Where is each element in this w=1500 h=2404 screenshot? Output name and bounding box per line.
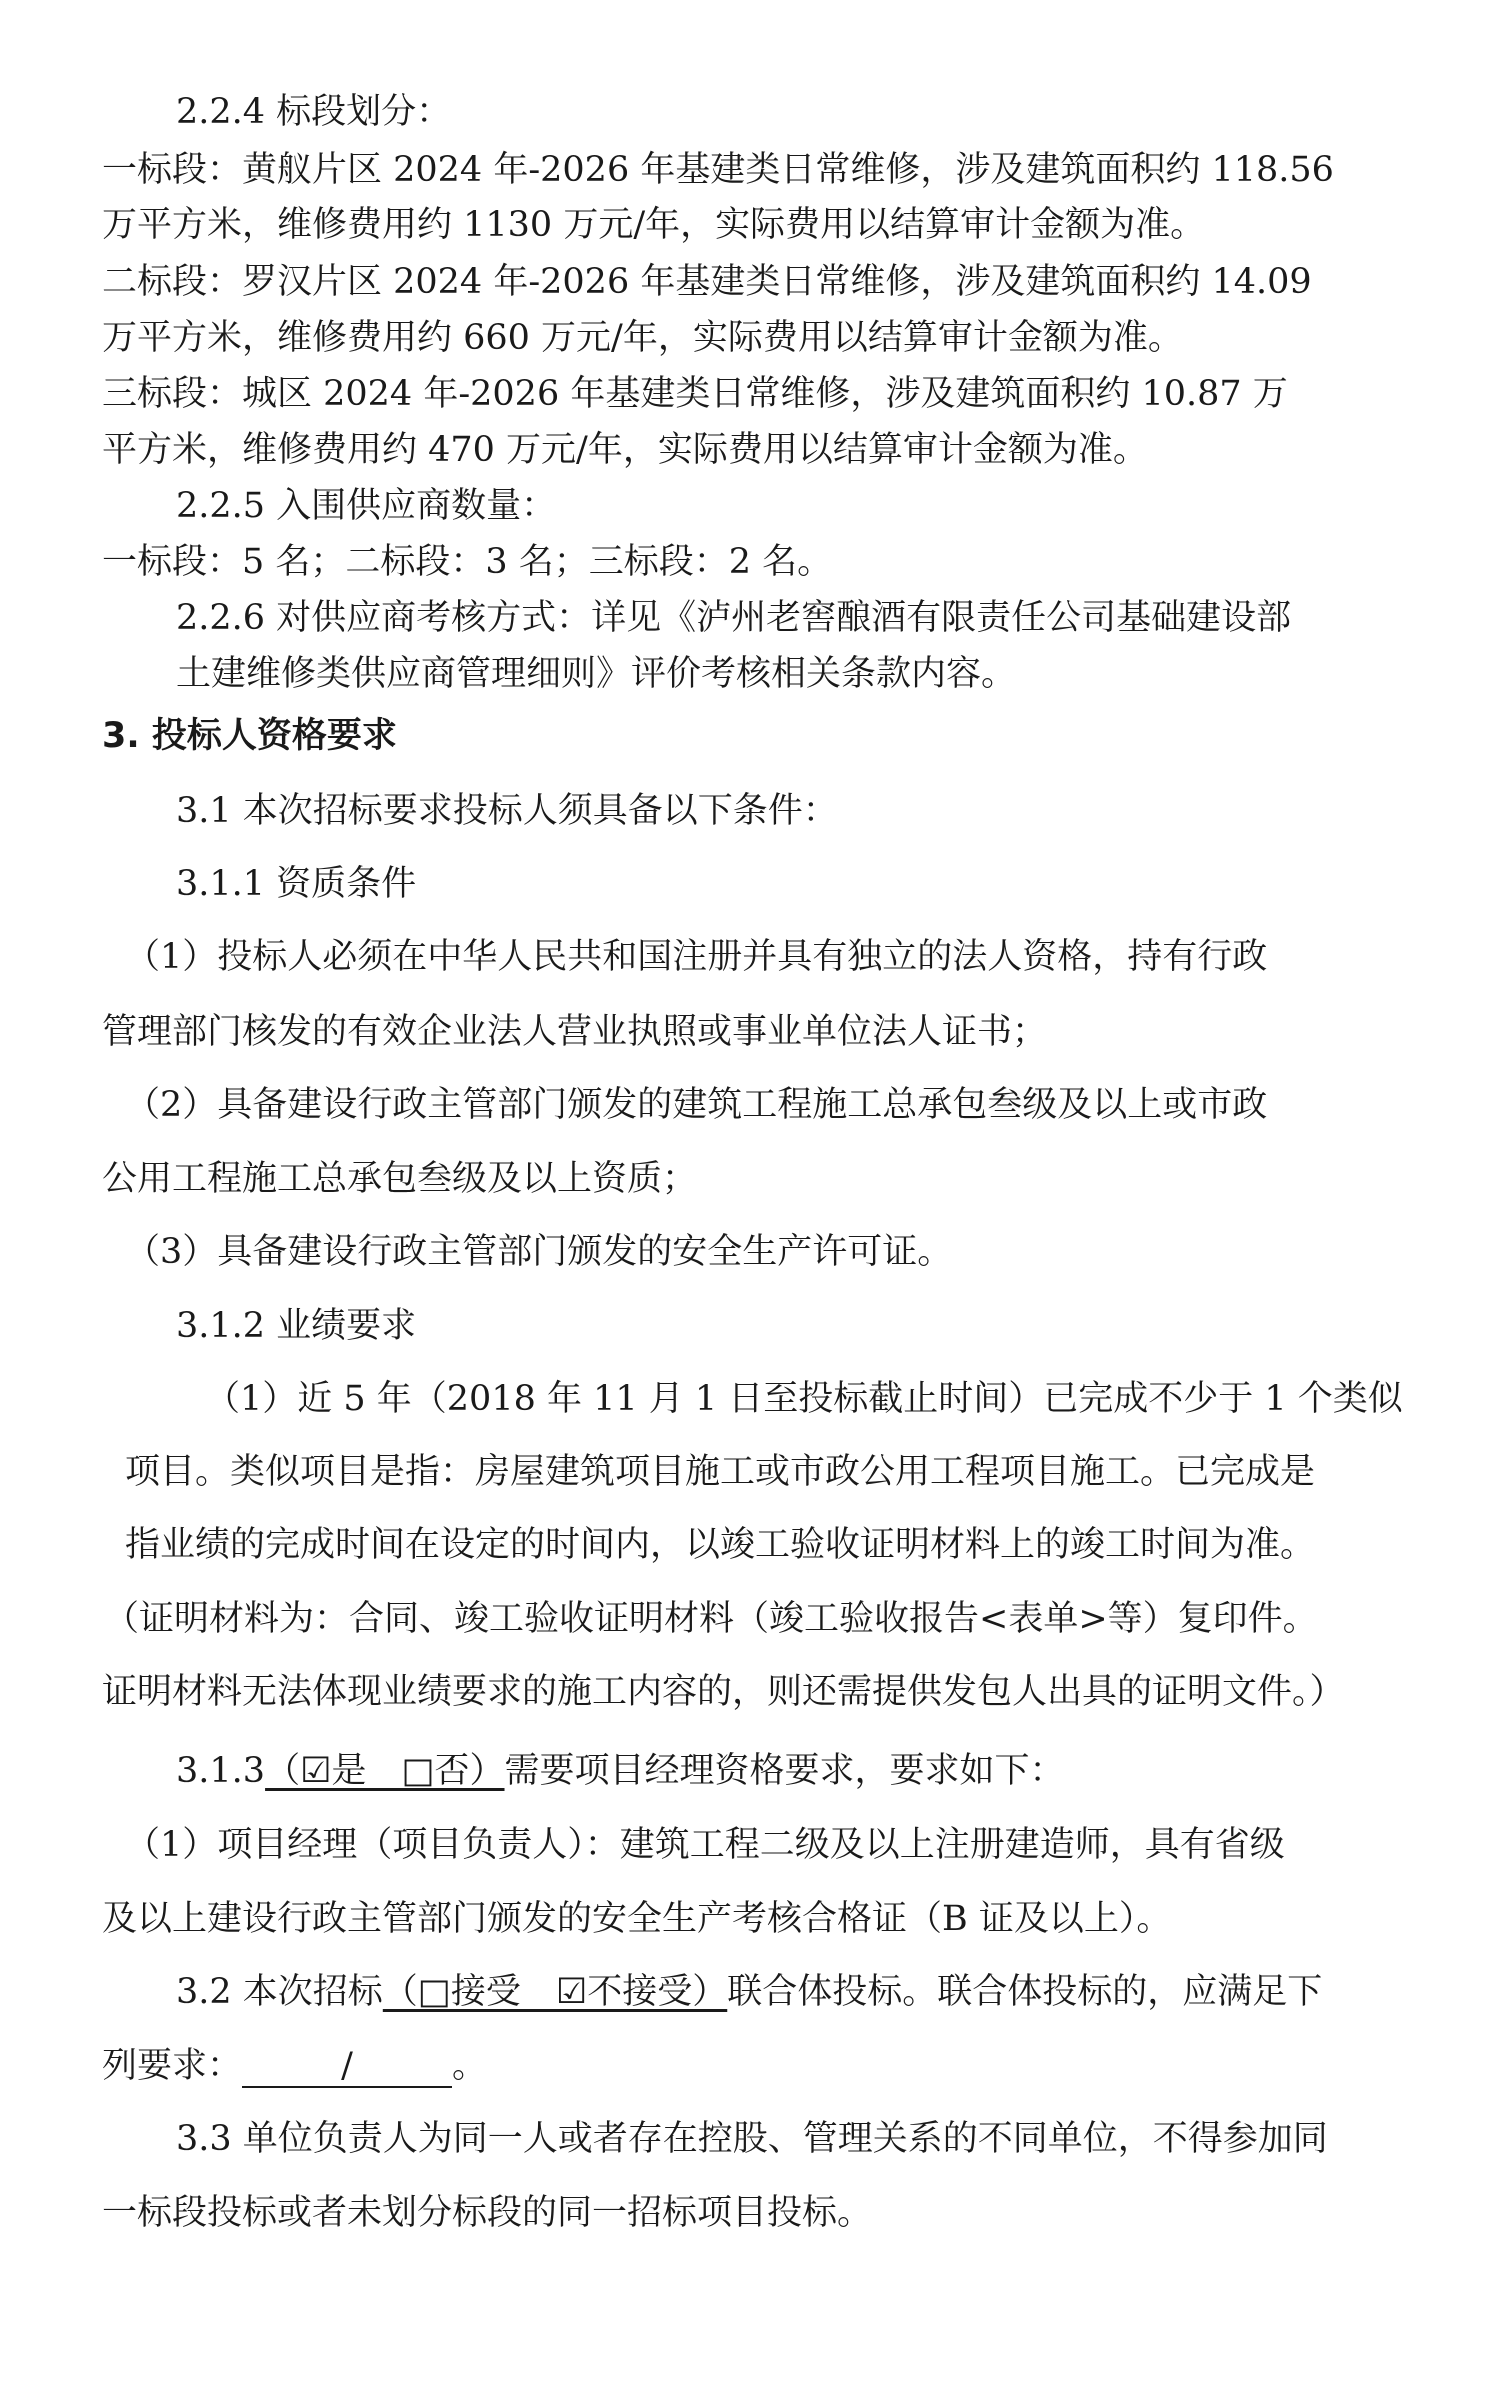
consortium-blank: / — [242, 2046, 452, 2088]
pm-line-1: （1）项目经理（项目负责人）：建筑工程二级及以上注册建造师，具有省级 — [125, 1825, 1285, 1865]
clause-313-text: 需要项目经理资格要求，要求如下： — [504, 1751, 1065, 1791]
clause-32-text-c: 列要求： — [102, 2046, 243, 2086]
clause-32-text-d: 。 — [452, 2046, 488, 2086]
clause-313 — [176, 1747, 1065, 1795]
clause-31: 3.1 本次招标要求投标人须具备以下条件： — [176, 791, 838, 831]
qualification-1-line-2: 管理部门核发的有效企业法人营业执照或事业单位法人证书； — [102, 1012, 1048, 1052]
consortium-option: （□接受 ☑不接受） — [382, 1972, 728, 2012]
section-226-line-2: 土建维修类供应商管理细则》评价考核相关条款内容。 — [176, 654, 1017, 694]
section-226-line-1: 2.2.6 对供应商考核方式：详见《泸州老窖酿酒有限责任公司基础建设部 — [176, 598, 1292, 638]
segment-1-line-1: 一标段：黄舣片区 2024 年-2026 年基建类日常维修，涉及建筑面积约 118.56 — [102, 150, 1334, 190]
segment-3-line-1: 三标段：城区 2024 年-2026 年基建类日常维修，涉及建筑面积约 10.87 万 — [102, 374, 1288, 414]
clause-33-line-2: 一标段投标或者未划分标段的同一招标项目投标。 — [102, 2193, 873, 2233]
segment-3-line-2: 平方米，维修费用约 470 万元/年，实际费用以结算审计金额为准。 — [102, 430, 1148, 470]
segment-2-line-2: 万平方米，维修费用约 660 万元/年，实际费用以结算审计金额为准。 — [102, 318, 1183, 358]
section-225-heading: 2.2.5 入围供应商数量： — [176, 486, 557, 526]
section-224-heading: 2.2.4 标段划分： — [176, 92, 452, 132]
performance-line-1: （1）近 5 年（2018 年 11 月 1 日至投标截止时间）已完成不少于 1 个类似 — [205, 1379, 1403, 1419]
section-3-heading: 3. 投标人资格要求 — [102, 716, 397, 756]
qualification-1-line-1: （1）投标人必须在中华人民共和国注册并具有独立的法人资格，持有行政 — [125, 937, 1268, 977]
clause-312: 3.1.2 业绩要求 — [176, 1306, 417, 1346]
pm-requirement-option: （☑是 □否） — [265, 1751, 505, 1791]
clause-311: 3.1.1 资质条件 — [176, 864, 417, 904]
supplier-counts: 一标段：5 名；二标段：3 名；三标段：2 名。 — [102, 542, 833, 582]
clause-313-number: 3.1.3 — [176, 1751, 266, 1791]
performance-line-2: 项目。类似项目是指：房屋建筑项目施工或市政公用工程项目施工。已完成是 — [125, 1452, 1316, 1492]
performance-line-4: （证明材料为：合同、竣工验收证明材料（竣工验收报告<表单>等）复印件。 — [104, 1599, 1318, 1639]
pm-line-2: 及以上建设行政主管部门颁发的安全生产考核合格证（B 证及以上）。 — [102, 1899, 1172, 1939]
qualification-2-line-1: （2）具备建设行政主管部门颁发的建筑工程施工总承包叁级及以上或市政 — [125, 1085, 1268, 1125]
clause-32-text-b: 联合体投标。联合体投标的，应满足下 — [727, 1972, 1323, 2012]
qualification-3: （3）具备建设行政主管部门颁发的安全生产许可证。 — [125, 1232, 953, 1272]
clause-32 — [176, 1968, 1322, 2016]
performance-line-3: 指业绩的完成时间在设定的时间内，以竣工验收证明材料上的竣工时间为准。 — [125, 1525, 1316, 1565]
clause-32-text-a: 3.2 本次招标 — [176, 1972, 383, 2012]
clause-33-line-1: 3.3 单位负责人为同一人或者存在控股、管理关系的不同单位，不得参加同 — [176, 2119, 1328, 2159]
clause-32-line-2 — [102, 2042, 487, 2090]
segment-1-line-2: 万平方米，维修费用约 1130 万元/年，实际费用以结算审计金额为准。 — [102, 205, 1206, 245]
qualification-2-line-2: 公用工程施工总承包叁级及以上资质； — [102, 1159, 698, 1199]
segment-2-line-1: 二标段：罗汉片区 2024 年-2026 年基建类日常维修，涉及建筑面积约 14.09 — [102, 262, 1312, 302]
performance-line-5: 证明材料无法体现业绩要求的施工内容的，则还需提供发包人出具的证明文件。） — [102, 1672, 1345, 1712]
